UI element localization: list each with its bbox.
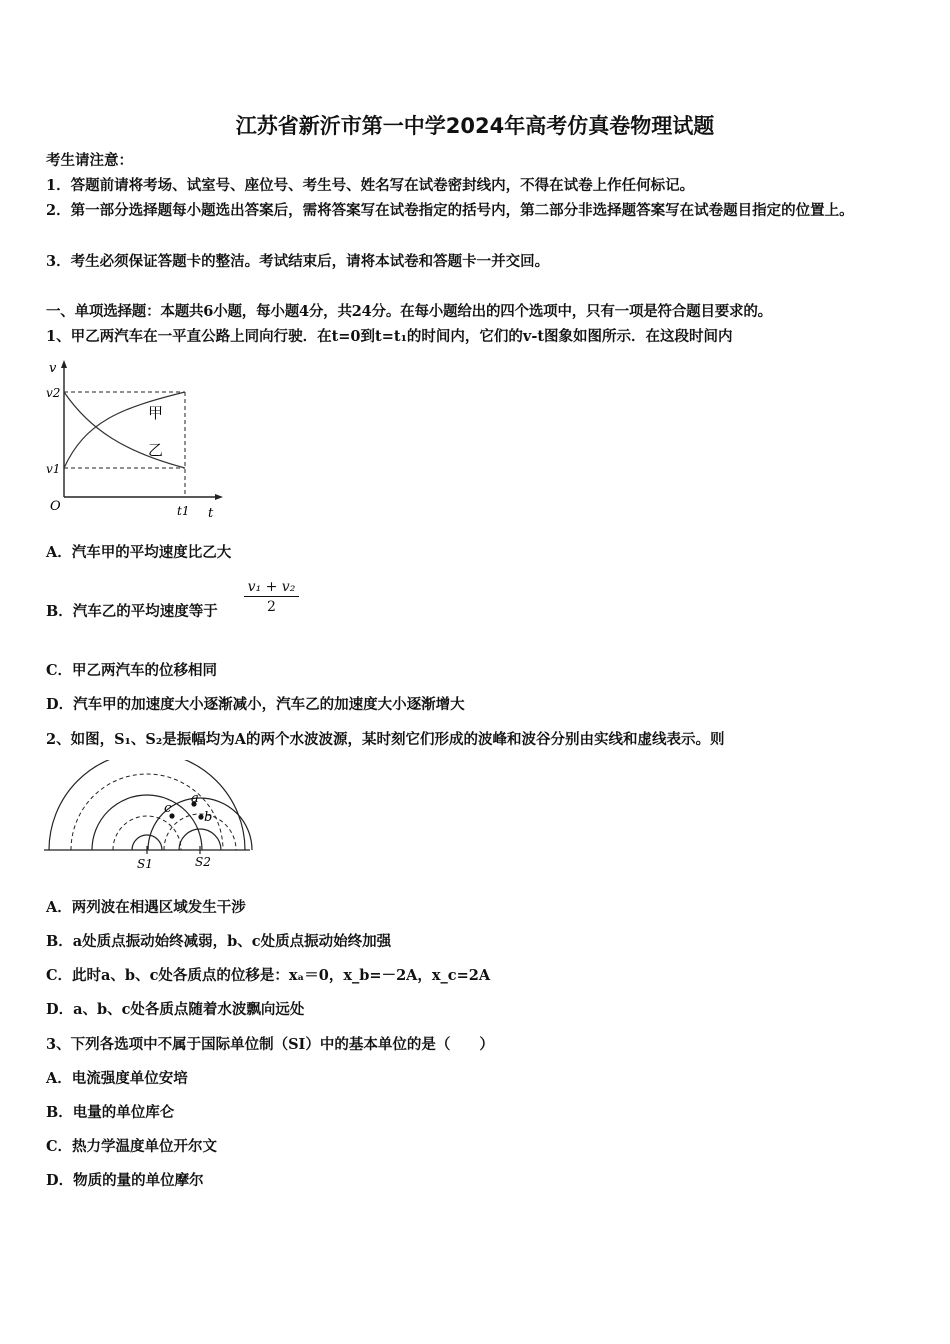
q3-stem: 3、下列各选项中不属于国际单位制（SI）中的基本单位的是（ ） [46,1036,494,1053]
q2-s1-trough-outer [71,774,223,850]
q1-curve-yi [64,392,185,468]
q3-option-b: B．电量的单位库仑 [46,1104,175,1121]
q2-option-d: D．a、b、c处各质点随着水波飘向远处 [46,1001,305,1018]
q1-vt-graph [40,352,230,524]
q2-s1-crest-mid [92,795,202,850]
q2-label-s1: S1 [137,857,153,871]
q3-option-d: D．物质的量的单位摩尔 [46,1172,204,1189]
q3-option-a: A．电流强度单位安培 [46,1070,188,1087]
section-heading: 一、单项选择题：本题共6小题，每小题4分，共24分。在每小题给出的四个选项中，只有一项是符合题目要求的。 [46,303,772,320]
exam-title: 江苏省新沂市第一中学2024年高考仿真卷物理试题 [235,114,715,138]
q1-option-b-fraction [244,579,299,615]
q1-label-yi: 乙 [148,441,164,459]
q1-v-axis-arrow [61,360,67,368]
q2-stem: 2、如图，S₁、S₂是振幅均为A的两个水波波源，某时刻它们形成的波峰和波谷分别由实线和虚线表示。则 [46,731,725,748]
q2-s1-trough-inner [113,816,181,850]
q2-label-a: a [191,791,199,806]
notice-item-3: 3．考生必须保证答题卡的整洁。考试结束后，请将本试卷和答题卡一并交回。 [46,253,550,270]
notice-item-2: 2．第一部分选择题每小题选出答案后，需将答案写在试卷指定的括号内，第二部分非选择题答案写在试卷题目指定的位置上。 [46,202,854,219]
notice-item-1: 1．答题前请将考场、试室号、座位号、考生号、姓名写在试卷密封线内，不得在试卷上作任何标记。 [46,177,695,194]
q2-point-b [198,814,203,819]
q1-label-t: t [208,506,214,521]
q1-stem: 1、甲乙两汽车在一平直公路上同向行驶．在t=0到t=t₁的时间内，它们的v-t图象如图所示．在这段时间内 [46,328,733,345]
q3-option-c: C．热力学温度单位开尔文 [46,1138,218,1155]
q2-option-b: B．a处质点振动始终减弱，b、c处质点振动始终加强 [46,933,392,950]
q1-fraction-numerator: v₁ + v₂ [244,579,299,597]
q1-label-v1: v1 [46,462,61,476]
q1-label-t1: t1 [177,504,190,518]
notice-heading: 考生请注意： [46,152,133,169]
q1-option-c: C．甲乙两汽车的位移相同 [46,662,218,679]
q1-label-origin: O [50,499,61,514]
q1-option-a: A．汽车甲的平均速度比乙大 [46,544,232,561]
q1-label-v: v [49,361,57,376]
q1-option-b: B．汽车乙的平均速度等于 [46,603,218,620]
q1-fraction-denominator: 2 [267,599,276,615]
q1-t-axis-arrow [215,494,223,500]
q1-curve-jia [64,392,185,468]
q1-label-v2: v2 [46,386,61,400]
q2-label-s2: S2 [195,855,211,869]
q2-label-b: b [204,810,213,825]
q2-s2-trough [164,814,236,850]
q2-label-c: c [164,801,172,816]
q2-option-c: C．此时a、b、c处各质点的位移是：xₐ＝0，x_b=－2A，x_c=2A [46,967,491,984]
q1-label-jia: 甲 [148,404,164,422]
q2-option-a: A．两列波在相遇区域发生干涉 [46,899,246,916]
q1-option-d: D．汽车甲的加速度大小逐渐减小，汽车乙的加速度大小逐渐增大 [46,696,465,713]
q2-wave-figure [40,760,255,875]
